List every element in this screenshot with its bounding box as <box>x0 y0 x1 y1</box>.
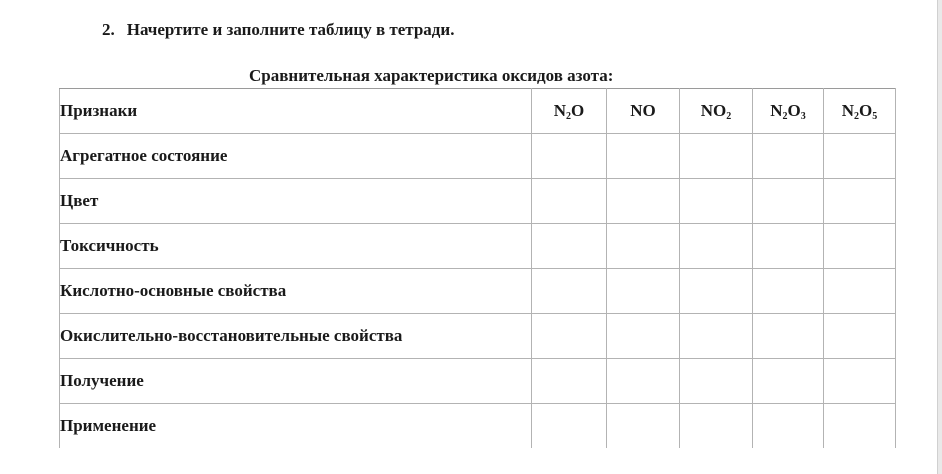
empty-cell <box>753 134 824 179</box>
table-row <box>60 314 896 359</box>
empty-cell <box>824 179 896 224</box>
empty-cell <box>607 134 680 179</box>
empty-cell <box>532 179 607 224</box>
table-row <box>60 269 896 314</box>
empty-cell <box>824 224 896 269</box>
empty-cell <box>607 314 680 359</box>
page-edge-scrollbar <box>937 0 942 474</box>
empty-cell <box>607 179 680 224</box>
empty-cell <box>753 359 824 404</box>
task-number: 2. <box>102 20 115 39</box>
empty-cell <box>680 404 753 449</box>
row-label: Кислотно-основные свойства <box>60 269 532 314</box>
empty-cell <box>680 359 753 404</box>
empty-cell <box>680 224 753 269</box>
oxide-header-no2: $NO_2$ <box>680 89 753 134</box>
table-row <box>60 359 896 404</box>
oxide-header-n2o: $N_2O$ <box>532 89 607 134</box>
empty-cell <box>824 134 896 179</box>
empty-cell <box>824 359 896 404</box>
empty-cell <box>753 179 824 224</box>
empty-cell <box>607 404 680 449</box>
empty-cell <box>532 404 607 449</box>
table-row <box>60 404 896 449</box>
empty-cell <box>753 269 824 314</box>
empty-cell <box>607 224 680 269</box>
empty-cell <box>680 134 753 179</box>
empty-cell <box>532 359 607 404</box>
oxide-header-n2o3: $N_2O_3$ <box>753 89 824 134</box>
empty-cell <box>753 404 824 449</box>
empty-cell <box>532 224 607 269</box>
row-label: Токсичность <box>60 224 532 269</box>
oxides-comparison-table <box>59 88 896 448</box>
oxide-header-n2o5: $N_2O_5$ <box>824 89 896 134</box>
table-caption: Сравнительная характеристика оксидов азота: <box>249 66 614 85</box>
empty-cell <box>680 179 753 224</box>
empty-cell <box>680 269 753 314</box>
task-text: Начертите и заполните таблицу в тетради. <box>126 20 455 39</box>
table-row <box>60 179 896 224</box>
empty-cell <box>824 269 896 314</box>
empty-cell <box>532 314 607 359</box>
empty-cell <box>824 404 896 449</box>
empty-cell <box>680 314 753 359</box>
task-heading <box>102 20 454 40</box>
row-label: Окислительно-восстановительные свойства <box>60 314 532 359</box>
header-label: Признаки <box>60 89 532 134</box>
empty-cell <box>607 359 680 404</box>
oxide-header-no: NO <box>607 89 680 134</box>
row-label: Агрегатное состояние <box>60 134 532 179</box>
empty-cell <box>753 314 824 359</box>
empty-cell <box>753 224 824 269</box>
row-label: Получение <box>60 359 532 404</box>
table-row <box>60 134 896 179</box>
empty-cell <box>532 269 607 314</box>
empty-cell <box>607 269 680 314</box>
empty-cell <box>532 134 607 179</box>
table-row <box>60 224 896 269</box>
row-label: Цвет <box>60 179 532 224</box>
row-label: Применение <box>60 404 532 449</box>
empty-cell <box>824 314 896 359</box>
table-header-row <box>60 89 896 134</box>
